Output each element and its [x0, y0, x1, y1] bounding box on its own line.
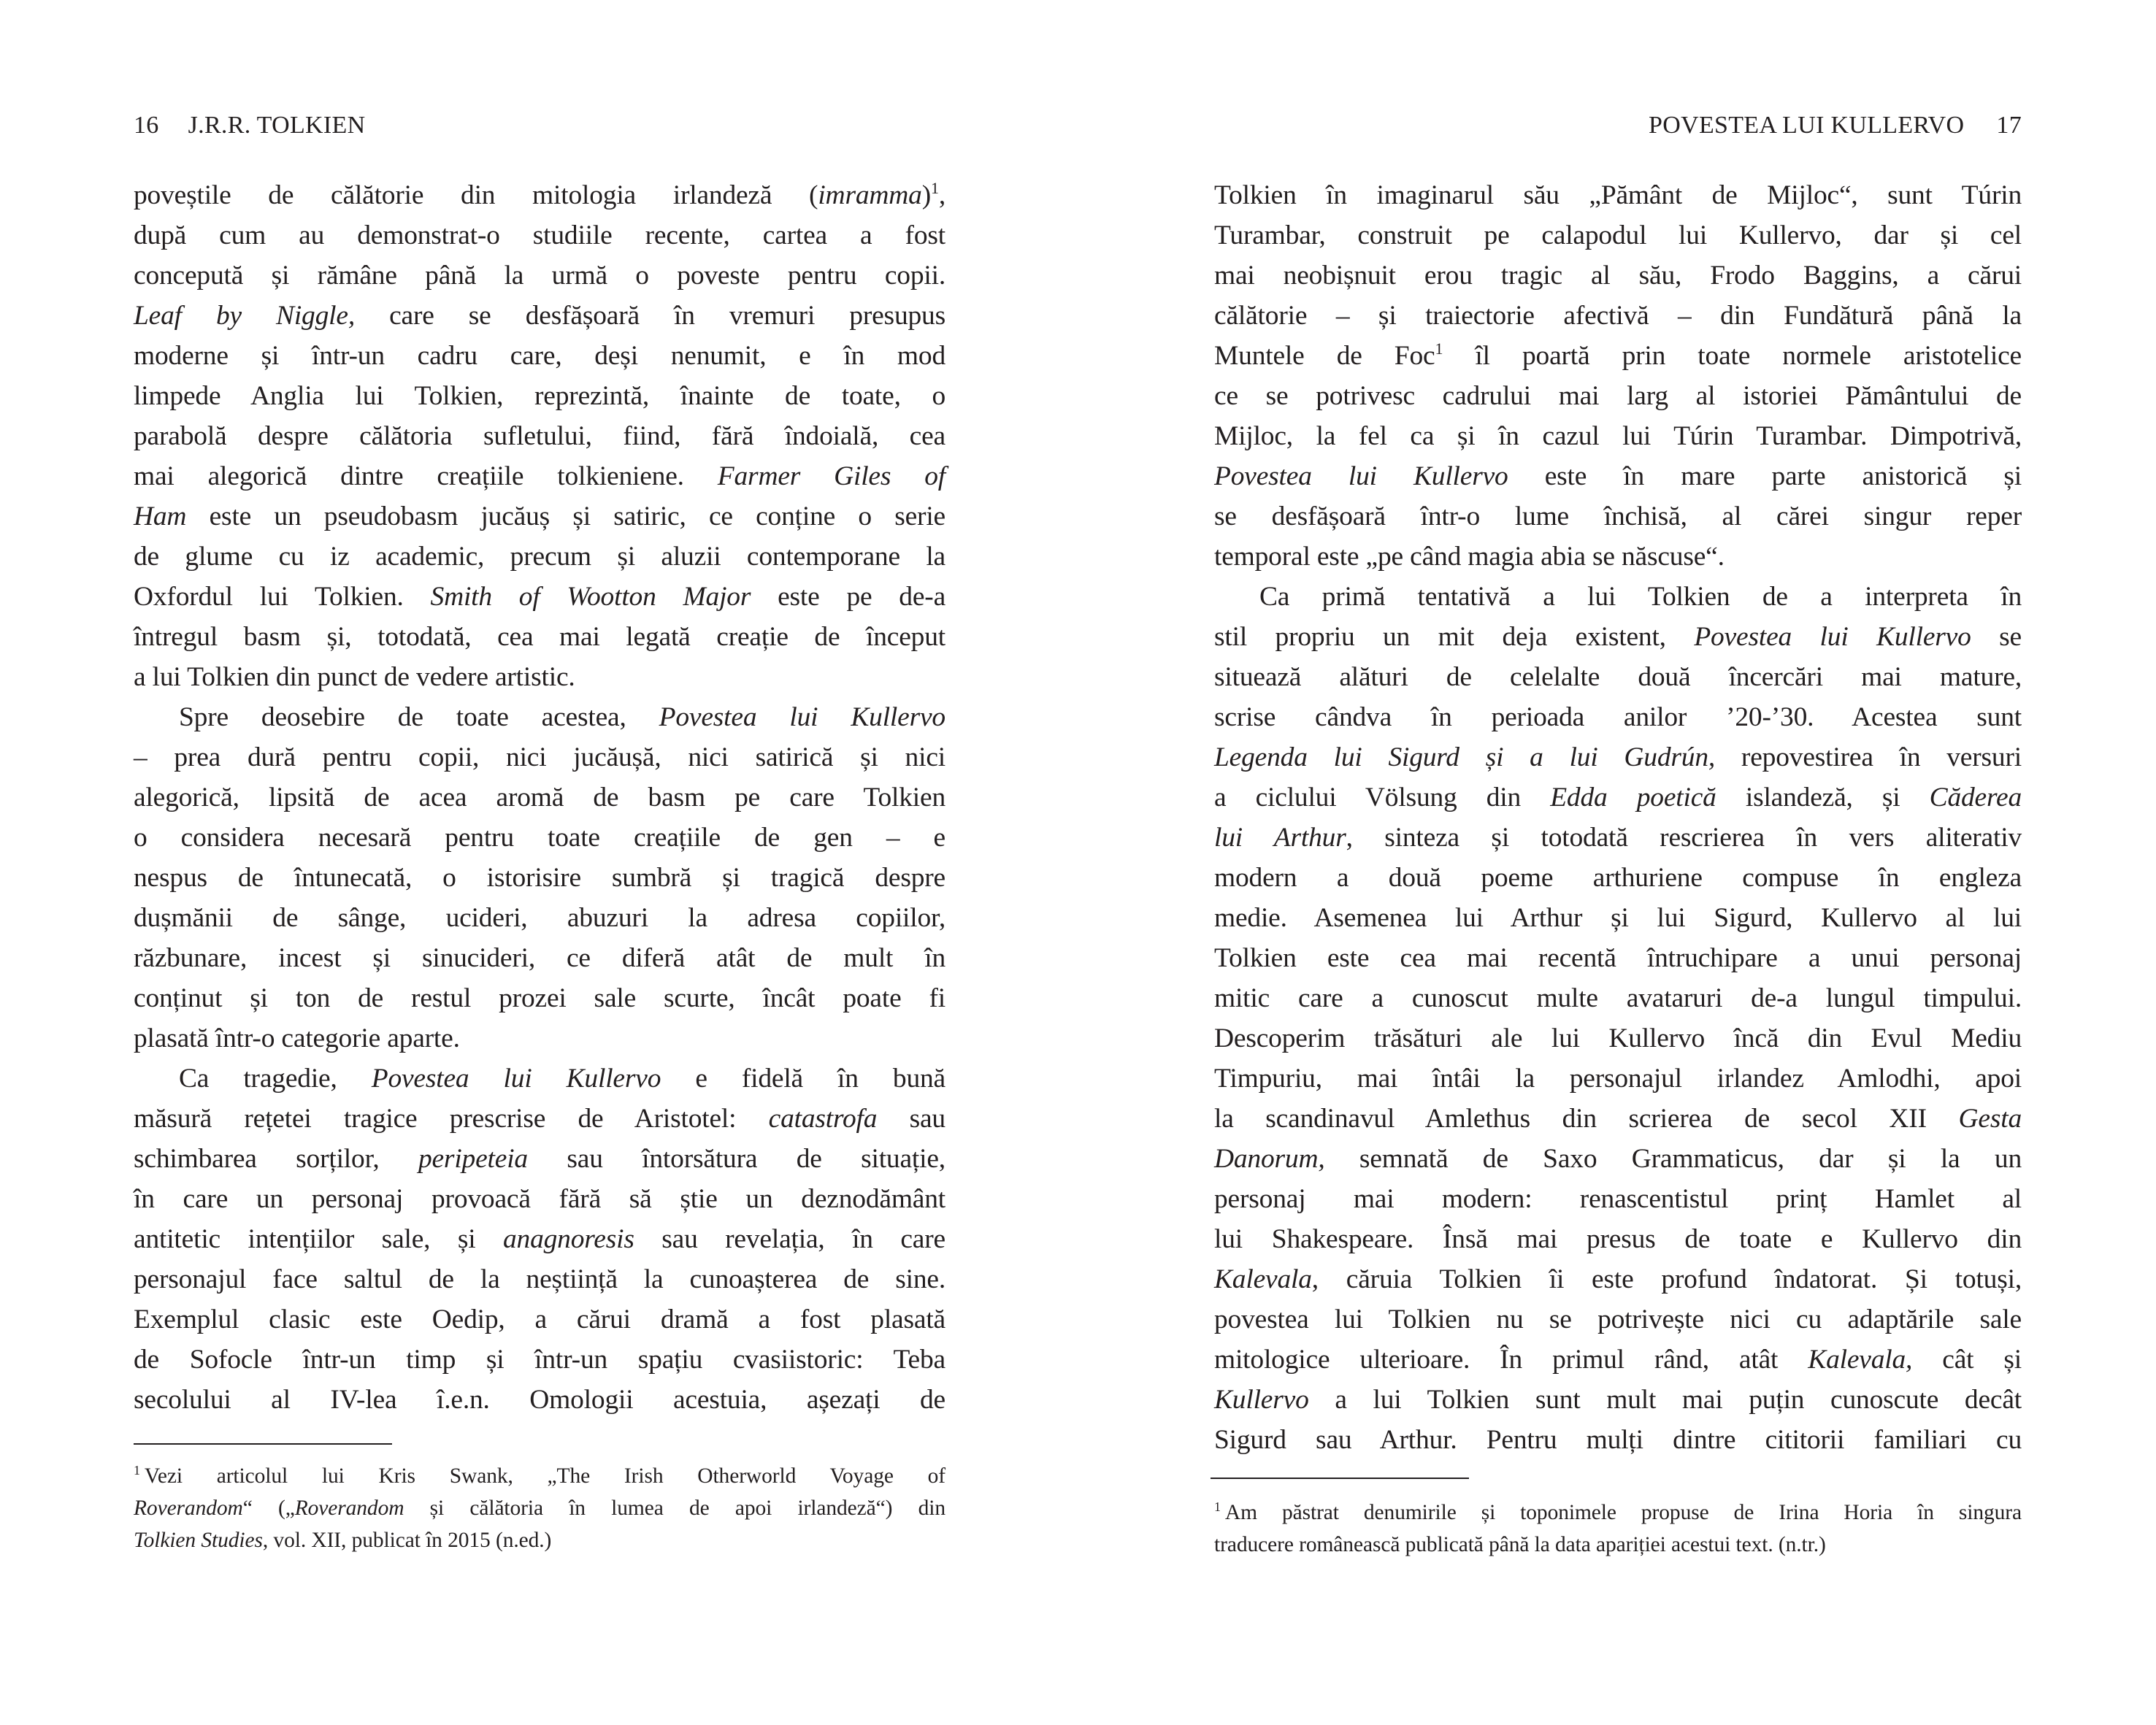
- text-line: [134, 657, 945, 697]
- text-run: moderne și într-un cadru care, deși nenumit, e în mod: [134, 341, 945, 371]
- text-run: de Sofocle într-un timp și într-un spațiu cvasiistoric: Teba: [134, 1345, 945, 1375]
- text-run: Am păstrat denumirile și toponimele propuse de Irina Horia în singura: [1224, 1501, 2022, 1524]
- text-run: nespus de întunecată, o istorisire sumbră și tragică despre: [134, 863, 945, 893]
- text-run: cât și: [1912, 1345, 2022, 1375]
- text-line: [1214, 1420, 2022, 1460]
- text-run: Mijloc, la fel ca și în cazul lui Túrin Turambar. Dimpotrivă,: [1214, 421, 2022, 451]
- text-line: [134, 496, 945, 537]
- text-run: sau: [877, 1104, 945, 1134]
- italic-text: Smith of Wootton Major: [430, 582, 751, 612]
- text-run: personajul face saltul de la neștiință la cunoașterea de sine.: [134, 1264, 945, 1294]
- text-run: povestea lui Tolkien nu se potrivește nici cu adaptările sale: [1214, 1305, 2022, 1334]
- text-run: este un pseudobasm jucăuș și satiric, ce conține o serie: [186, 502, 945, 531]
- text-line: [134, 416, 945, 456]
- text-line: [1214, 777, 2022, 818]
- text-run: Muntele de Foc: [1214, 341, 1435, 371]
- italic-text: anagnoresis: [502, 1224, 634, 1254]
- italic-text: Kalevala,: [1808, 1345, 1913, 1375]
- italic-text: catastrofa: [768, 1104, 878, 1134]
- text-line: [1214, 496, 2022, 537]
- text-line: [1214, 1018, 2022, 1059]
- text-run: medie. Asemenea lui Arthur și lui Sigurd, Kullervo al lui: [1214, 903, 2022, 933]
- text-run: de glume cu iz academic, precum și aluzii contemporane la: [134, 542, 945, 572]
- text-run: întregul basm și, totodată, cea mai legată creație de început: [134, 622, 945, 652]
- italic-text: Căderea: [1929, 783, 2022, 812]
- italic-text: peripeteia: [418, 1144, 528, 1174]
- text-run: a lui Tolkien din punct de vedere artistic.: [134, 662, 575, 692]
- text-run: limpede Anglia lui Tolkien, reprezintă, înainte de toate, o: [134, 381, 945, 411]
- text-line: [134, 898, 945, 938]
- italic-text: imramma: [818, 180, 922, 210]
- text-run: , vol. XII, publicat în 2015 (n.ed.): [262, 1529, 552, 1552]
- text-run: în care un personaj provoacă fără să știe un deznodământ: [134, 1184, 945, 1214]
- text-run: temporal este „pe când magia abia se născuse“.: [1214, 542, 1725, 572]
- text-run: poveștile de călătorie din mitologia irlandeză (: [134, 180, 818, 210]
- text-line: [1214, 1099, 2022, 1139]
- text-run: lui Shakespeare. Însă mai presus de toate e Kullervo din: [1214, 1224, 2022, 1254]
- text-run: , sinteza și totodată rescrierea în vers aliterativ: [1346, 823, 2022, 853]
- text-run: Turambar, construit pe calapodul lui Kullervo, dar și cel: [1214, 220, 2022, 250]
- text-line: [134, 858, 945, 898]
- footnote-mark: 1: [1214, 1499, 1221, 1514]
- text-line: [134, 537, 945, 577]
- text-run: repovestirea în versuri: [1715, 742, 2022, 772]
- text-run: e fidelă în bună: [661, 1064, 945, 1094]
- text-run: Spre deosebire de toate acestea,: [179, 702, 659, 732]
- italic-text: Danorum,: [1214, 1144, 1325, 1174]
- footnote-mark: 1: [134, 1463, 140, 1478]
- italic-text: Roverandom: [294, 1497, 404, 1520]
- text-run: traducere românească publicată până la data apariției acestui text. (n.tr.): [1214, 1533, 1826, 1556]
- text-run: îl poartă prin toate normele aristotelice: [1443, 341, 2022, 371]
- text-run: și călătoria în lumea de apoi irlandeză“) din: [404, 1497, 945, 1520]
- text-line: [1214, 416, 2022, 456]
- italic-text: Tolkien Studies: [134, 1529, 263, 1552]
- text-line: [1214, 577, 2022, 617]
- text-run: Timpuriu, mai întâi la personajul irlandez Amlodhi, apoi: [1214, 1064, 2022, 1094]
- text-line: [1214, 898, 2022, 938]
- text-line: [1214, 175, 2022, 215]
- text-line: [134, 1099, 945, 1139]
- italic-text: Leaf by Niggle,: [134, 301, 355, 331]
- text-line: [134, 1380, 945, 1420]
- text-run: concepută și rămâne până la urmă o poveste pentru copii.: [134, 261, 945, 291]
- text-run: modern a două poeme arthuriene compuse în engleza: [1214, 863, 2022, 893]
- text-line: [1214, 215, 2022, 256]
- text-run: situează alături de celelalte două încercări mai mature,: [1214, 662, 2022, 692]
- text-run: se desfășoară într-o lume închisă, al cărei singur reper: [1214, 502, 2022, 531]
- text-run: parabolă despre călătoria sufletului, fiind, fără îndoială, cea: [134, 421, 945, 451]
- footnote: [134, 1460, 945, 1556]
- text-run: este în mare parte anistorică și: [1508, 461, 2022, 491]
- italic-text: Legenda lui Sigurd și a lui Gudrún,: [1214, 742, 1716, 772]
- text-line: [134, 456, 945, 496]
- text-run: după cum au demonstrat-o studiile recente, cartea a fost: [134, 220, 945, 250]
- text-line: [1214, 818, 2022, 858]
- text-run: – prea dură pentru copii, nici jucăușă, nici satirică și nici: [134, 742, 945, 772]
- text-line: [134, 697, 945, 737]
- text-line: [1214, 1059, 2022, 1099]
- text-run: conținut și ton de restul prozei sale scurte, încât poate fi: [134, 983, 945, 1013]
- text-line: [134, 296, 945, 336]
- italic-text: Edda poetică: [1550, 783, 1716, 812]
- text-run: Tolkien în imaginarul său „Pământ de Mijloc“, sunt Túrin: [1214, 180, 2022, 210]
- text-line: [1214, 657, 2022, 697]
- text-run: Descoperim trăsături ale lui Kullervo încă din Evul Mediu: [1214, 1023, 2022, 1053]
- text-line: [134, 376, 945, 416]
- text-run: care se desfășoară în vremuri presupus: [355, 301, 945, 331]
- text-run: mai alegorică dintre creațiile tolkieniene.: [134, 461, 718, 491]
- text-line: [1214, 858, 2022, 898]
- italic-text: Farmer Giles of: [717, 461, 945, 491]
- italic-text: Povestea lui Kullervo: [371, 1064, 661, 1094]
- text-line: [1214, 296, 2022, 336]
- text-line: [134, 777, 945, 818]
- footnote-separator: [134, 1443, 392, 1445]
- italic-text: Kullervo: [1214, 1385, 1309, 1415]
- text-run: ,: [938, 180, 945, 210]
- text-run: este pe de-a: [751, 582, 946, 612]
- text-line: [1214, 336, 2022, 376]
- text-line: [134, 1299, 945, 1340]
- text-run: mitic care a cunoscut multe avataruri de-a lungul timpului.: [1214, 983, 2022, 1013]
- body-text: [134, 175, 945, 1420]
- text-line: [1214, 376, 2022, 416]
- text-run: Tolkien este cea mai recentă întruchipare a unui personaj: [1214, 943, 2022, 973]
- text-run: Sigurd sau Arthur. Pentru mulți dintre cititorii familiari cu: [1214, 1425, 2022, 1455]
- text-run: sau revelația, în care: [634, 1224, 945, 1254]
- text-line: [1214, 1259, 2022, 1299]
- italic-text: lui Arthur: [1214, 823, 1346, 853]
- text-line: [134, 256, 945, 296]
- text-run: mitologice ulterioare. În primul rând, atât: [1214, 1345, 1808, 1375]
- text-line: [134, 617, 945, 657]
- text-line: [1214, 697, 2022, 737]
- text-run: Oxfordul lui Tolkien.: [134, 582, 431, 612]
- text-run: a lui Tolkien sunt mult mai puțin cunoscute decât: [1308, 1385, 2022, 1415]
- text-line: [134, 1219, 945, 1259]
- text-line: [1214, 256, 2022, 296]
- text-run: stil propriu un mit deja existent,: [1214, 622, 1695, 652]
- running-head-title: J.R.R. TOLKIEN: [188, 112, 366, 139]
- text-line: [134, 577, 945, 617]
- text-run: sau întorsătura de situație,: [527, 1144, 945, 1174]
- page-number: 17: [1996, 112, 2022, 139]
- right-page: [1078, 0, 2156, 1725]
- text-run: mai neobișnuit erou tragic al său, Frodo Baggins, a cărui: [1214, 261, 2022, 291]
- footnote-line: [134, 1492, 945, 1524]
- italic-text: Povestea lui Kullervo: [1214, 461, 1508, 491]
- text-line: [1214, 1139, 2022, 1179]
- text-line: [134, 175, 945, 215]
- italic-text: Povestea lui Kullervo: [1694, 622, 1971, 652]
- text-line: [1214, 617, 2022, 657]
- text-run: măsură rețetei tragice prescrise de Aristotel:: [134, 1104, 769, 1134]
- text-line: [1214, 537, 2022, 577]
- footnote-reference: 1: [1435, 339, 1443, 358]
- text-run: a ciclului Völsung din: [1214, 783, 1551, 812]
- footnote-line: [134, 1460, 945, 1492]
- text-line: [1214, 1380, 2022, 1420]
- footnote-line: [134, 1524, 945, 1556]
- text-line: [1214, 737, 2022, 777]
- text-line: [1214, 938, 2022, 978]
- text-line: [1214, 1219, 2022, 1259]
- text-line: [134, 938, 945, 978]
- running-head-right: [1649, 110, 2022, 142]
- text-run: ce se potrivesc cadrului mai larg al istoriei Pământului de: [1214, 381, 2022, 411]
- footnote-line: [1214, 1529, 2022, 1561]
- text-run: Ca tragedie,: [179, 1064, 372, 1094]
- text-line: [134, 1340, 945, 1380]
- text-line: [134, 1059, 945, 1099]
- text-run: Vezi articolul lui Kris Swank, „The Irish Otherworld Voyage of: [144, 1464, 945, 1488]
- text-run: antitetic intențiilor sale, și: [134, 1224, 503, 1254]
- running-head-left: [134, 110, 365, 142]
- text-line: [134, 215, 945, 256]
- text-line: [134, 1139, 945, 1179]
- text-run: Exemplul clasic este Oedip, a cărui dramă a fost plasată: [134, 1305, 945, 1334]
- text-line: [1214, 456, 2022, 496]
- text-line: [134, 1259, 945, 1299]
- text-run: “ („: [242, 1497, 295, 1520]
- text-run: ): [921, 180, 931, 210]
- body-text: [1214, 175, 2022, 1460]
- text-run: Ca primă tentativă a lui Tolkien de a interpreta în: [1259, 582, 2022, 612]
- text-run: se: [1971, 622, 2022, 652]
- text-line: [1214, 1340, 2022, 1380]
- text-run: secolului al IV-lea î.e.n. Omologii acestuia, așezați de: [134, 1385, 945, 1415]
- text-line: [134, 336, 945, 376]
- text-run: dușmănii de sânge, ucideri, abuzuri la adresa copiilor,: [134, 903, 945, 933]
- text-line: [134, 737, 945, 777]
- footnote-separator: [1211, 1478, 1469, 1479]
- text-run: islandeză, și: [1716, 783, 1930, 812]
- text-run: răzbunare, incest și sinucideri, ce diferă atât de mult în: [134, 943, 945, 973]
- text-run: , căruia Tolkien îi este profund îndatorat. Și totuși,: [1311, 1264, 2022, 1294]
- italic-text: Ham: [134, 502, 187, 531]
- text-line: [1214, 978, 2022, 1018]
- text-run: scrise cândva în perioada anilor ’20-’30. Acestea sunt: [1214, 702, 2022, 732]
- text-line: [134, 1179, 945, 1219]
- footnote-reference: 1: [931, 179, 939, 197]
- text-line: [1214, 1299, 2022, 1340]
- text-run: semnată de Saxo Grammaticus, dar și la un: [1324, 1144, 2022, 1174]
- text-run: alegorică, lipsită de acea aromă de basm pe care Tolkien: [134, 783, 945, 812]
- text-line: [134, 1018, 945, 1059]
- italic-text: Kalevala: [1214, 1264, 1312, 1294]
- italic-text: Roverandom: [134, 1497, 243, 1520]
- text-run: plasată într-o categorie aparte.: [134, 1023, 460, 1053]
- page-number: 16: [134, 112, 159, 139]
- footnote: [1214, 1497, 2022, 1561]
- running-head-title: POVESTEA LUI KULLERVO: [1649, 112, 1965, 139]
- footnote-line: [1214, 1497, 2022, 1529]
- text-line: [134, 818, 945, 858]
- text-run: o considera necesară pentru toate creațiile de gen – e: [134, 823, 945, 853]
- text-line: [1214, 1179, 2022, 1219]
- text-run: la scandinavul Amlethus din scrierea de secol XII: [1214, 1104, 1959, 1134]
- text-line: [134, 978, 945, 1018]
- italic-text: Gesta: [1958, 1104, 2022, 1134]
- text-run: călătorie – și traiectorie afectivă – din Fundătură până la: [1214, 301, 2022, 331]
- italic-text: Povestea lui Kullervo: [659, 702, 945, 732]
- text-run: schimbarea sorților,: [134, 1144, 418, 1174]
- text-run: personaj mai modern: renascentistul prinț Hamlet al: [1214, 1184, 2022, 1214]
